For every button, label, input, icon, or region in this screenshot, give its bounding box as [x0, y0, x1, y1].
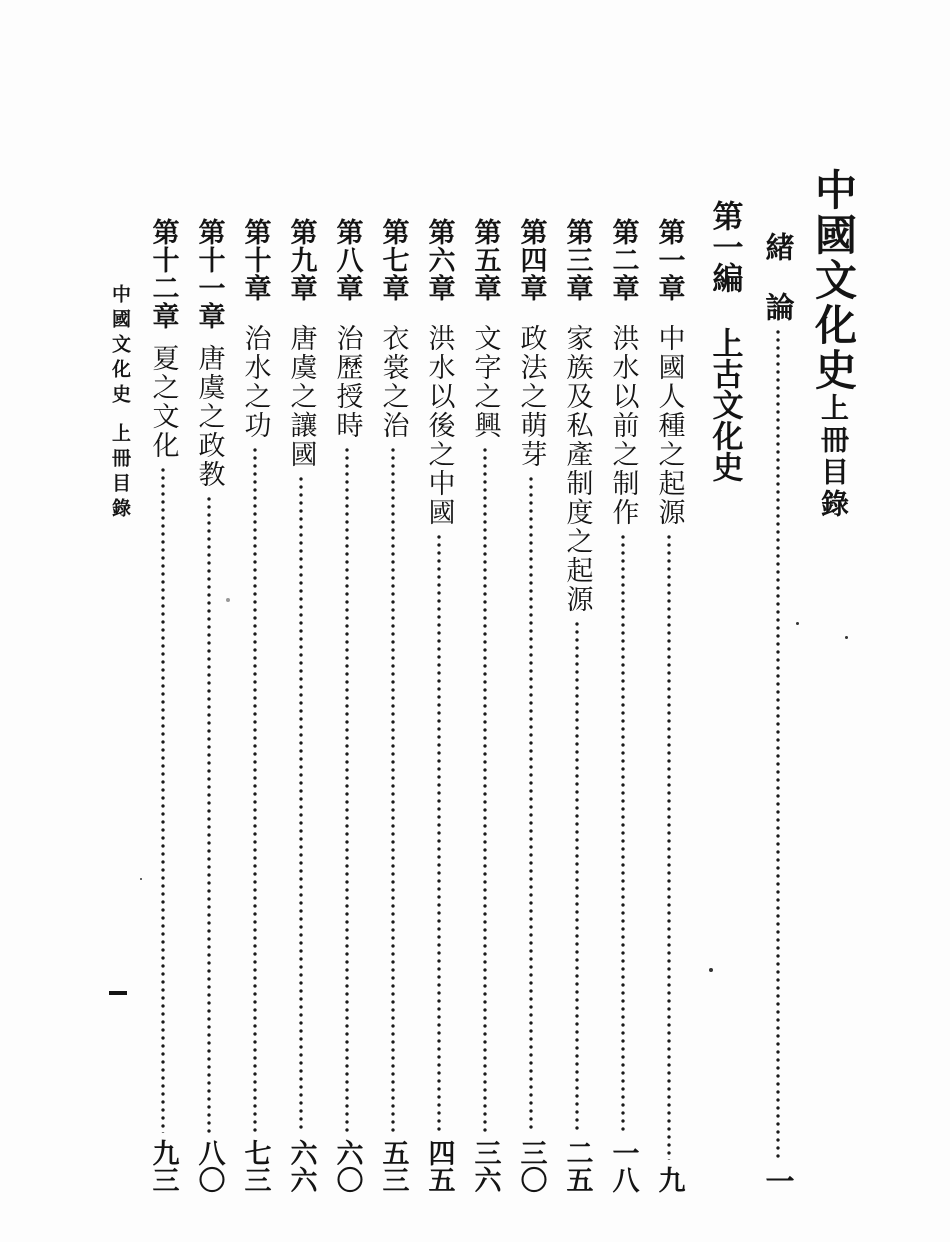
intro-page-number: 一: [761, 1166, 796, 1195]
toc-entry: [468, 218, 502, 1193]
dot-leader: [528, 475, 534, 1133]
chapter-number: 第九章: [285, 218, 317, 302]
dot-leader: [298, 475, 304, 1133]
chapter-title: 洪水以後之中國: [423, 324, 455, 527]
chapter-number: 第十章: [239, 218, 271, 302]
dot-leader: [666, 533, 672, 1160]
toc-title: [809, 168, 858, 521]
running-footer: [107, 284, 134, 523]
page-number: 九: [653, 1166, 685, 1193]
footer-book-title: 中國文化史: [109, 284, 131, 409]
chapter-title: 中國人種之起源: [653, 324, 685, 527]
intro-label: 緒 論: [761, 232, 796, 322]
page-number: 一八: [607, 1139, 639, 1193]
dot-leader: [206, 495, 212, 1133]
toc-entry: [606, 218, 640, 1193]
dot-leader: [574, 620, 580, 1133]
chapter-title: 唐虞之讓國: [285, 324, 317, 469]
volume-subtitle: 上冊目錄: [817, 393, 850, 521]
page-number: 六六: [285, 1139, 317, 1193]
dot-leader: [160, 466, 166, 1133]
page-number: 四五: [423, 1139, 455, 1193]
scan-speck: [709, 968, 713, 972]
page-number: 六〇: [331, 1139, 363, 1193]
chapter-number: 第六章: [423, 218, 455, 302]
toc-entry-intro: [760, 232, 796, 1195]
toc-entry: [514, 218, 548, 1193]
dot-leader: [775, 328, 781, 1160]
chapter-title: 治水之功: [239, 324, 271, 440]
part-title: 上古文化史: [706, 327, 743, 482]
part-label: 第一編: [706, 200, 743, 293]
page-number: 三六: [469, 1139, 501, 1193]
dot-leader: [482, 446, 488, 1133]
book-title: 中國文化史: [809, 168, 858, 393]
dot-leader: [620, 533, 626, 1133]
dot-leader: [436, 533, 442, 1133]
chapter-number: 第十一章: [193, 218, 225, 330]
dot-leader: [252, 446, 258, 1133]
chapter-title: 唐虞之政教: [193, 344, 225, 489]
chapter-number: 第八章: [331, 218, 363, 302]
toc-entry: [238, 218, 272, 1193]
chapter-number: 第一章: [653, 218, 685, 302]
chapter-number: 第十二章: [147, 218, 179, 330]
toc-entry: [330, 218, 364, 1193]
chapter-title: 洪水以前之制作: [607, 324, 639, 527]
chapter-number: 第二章: [607, 218, 639, 302]
chapter-title: 夏之文化: [147, 344, 179, 460]
scan-speck: [226, 598, 230, 602]
page-number: 七三: [239, 1139, 271, 1193]
footer-page-mark: [109, 991, 127, 995]
chapter-number: 第七章: [377, 218, 409, 302]
toc-entry: [560, 218, 594, 1193]
chapter-number: 第四章: [515, 218, 547, 302]
scan-speck: [140, 878, 142, 880]
toc-entry: [652, 218, 686, 1193]
page-number: 九三: [147, 1139, 179, 1193]
footer-section: 上冊目錄: [109, 423, 131, 523]
page-number: 二五: [561, 1139, 593, 1193]
toc-entry: [422, 218, 456, 1193]
chapter-title: 文字之興: [469, 324, 501, 440]
chapter-number: 第五章: [469, 218, 501, 302]
chapter-title: 政法之萌芽: [515, 324, 547, 469]
page-number: 三〇: [515, 1139, 547, 1193]
dot-leader: [390, 446, 396, 1133]
toc-entry: [146, 218, 180, 1193]
chapter-title: 治歷授時: [331, 324, 363, 440]
toc-entry: [284, 218, 318, 1193]
chapter-title: 衣裳之治: [377, 324, 409, 440]
dot-leader: [344, 446, 350, 1133]
page-number: 五三: [377, 1139, 409, 1193]
chapter-number: 第三章: [561, 218, 593, 302]
scan-speck: [796, 622, 799, 625]
part-heading: [704, 200, 744, 482]
chapter-title: 家族及私產制度之起源: [561, 324, 593, 614]
toc-entry: [376, 218, 410, 1193]
scan-speck: [845, 636, 848, 639]
toc-entry: [192, 218, 226, 1193]
page-number: 八〇: [193, 1139, 225, 1193]
